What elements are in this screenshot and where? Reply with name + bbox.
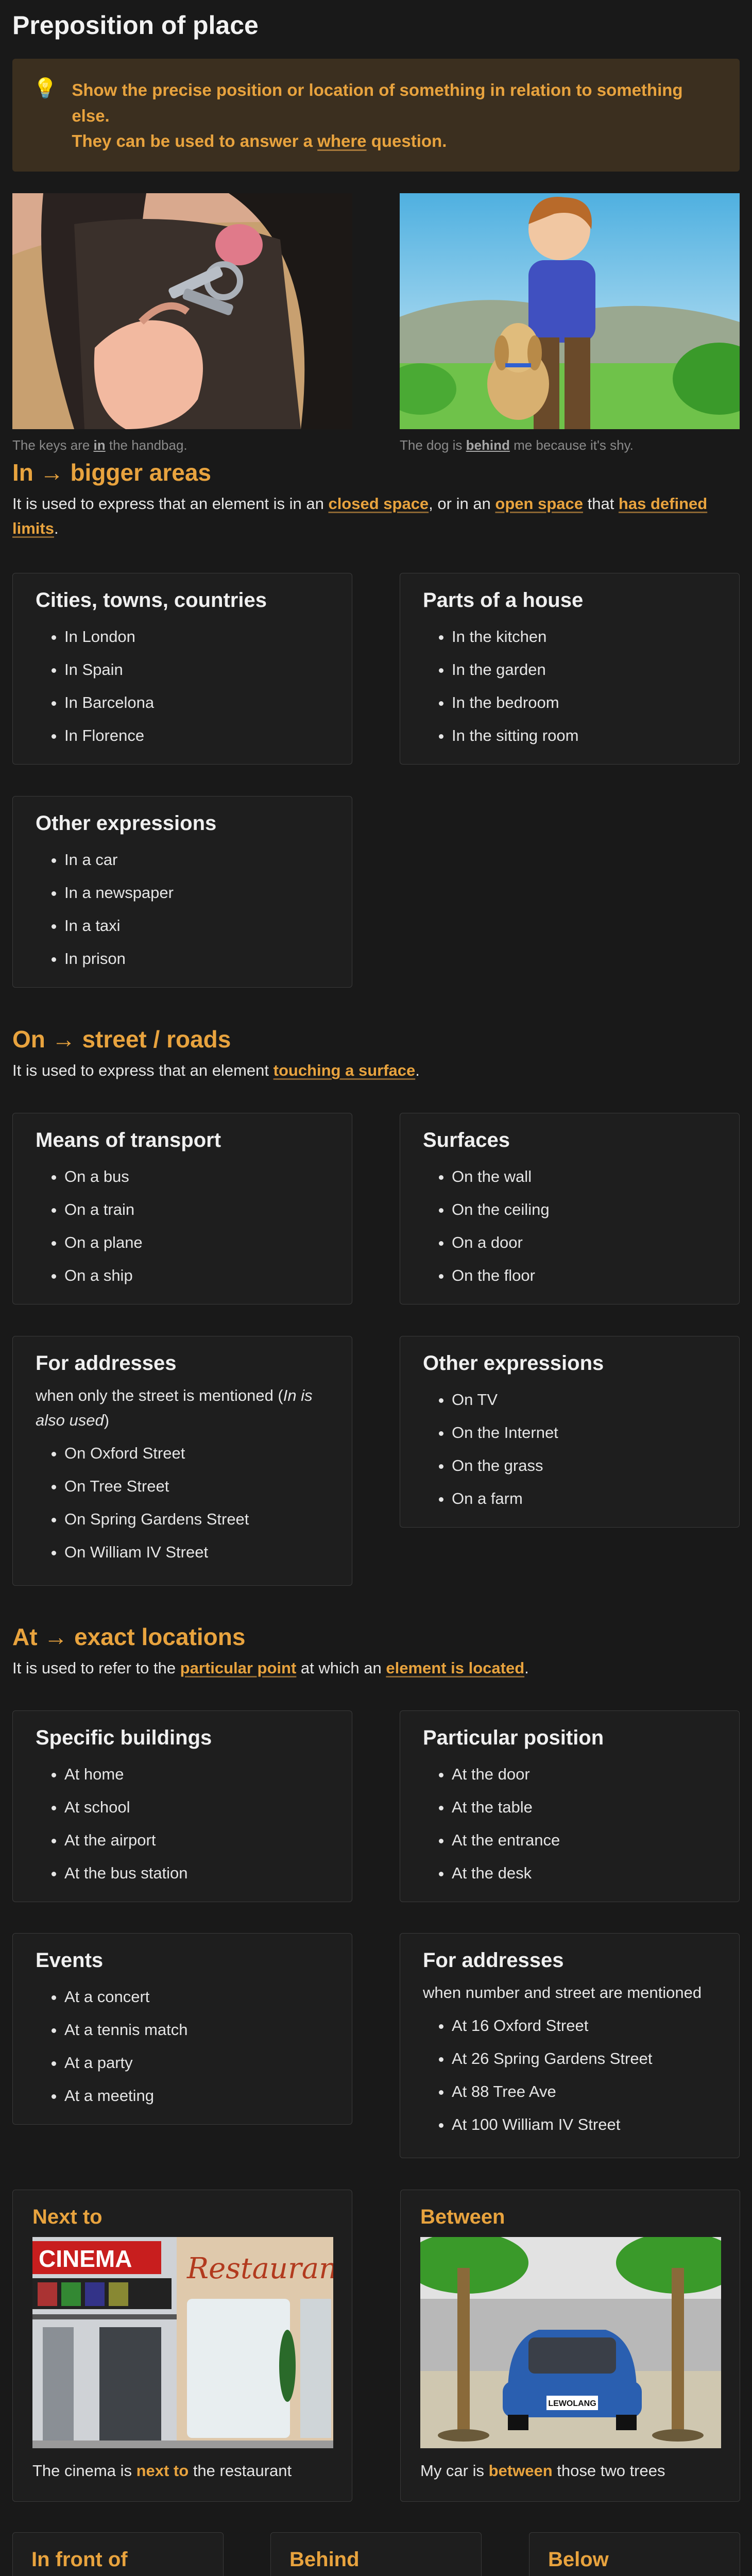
callout-text-2: They can be used to answer a [72, 131, 318, 150]
keys-caption-post: the handbag. [105, 437, 187, 453]
list-item: • At the airport [64, 1824, 329, 1857]
on-desc-1: It is used to express that an element [12, 1061, 274, 1079]
list-item: • In Spain [64, 653, 329, 686]
lightbulb-icon: 💡 [33, 78, 58, 99]
picture-card-title: Below [548, 2548, 609, 2571]
list-item: • On a train [64, 1193, 329, 1226]
at-desc-2: at which an [296, 1659, 386, 1677]
picture-card-between [400, 2190, 740, 2502]
list-item: • In the garden [452, 653, 716, 686]
picture-card-title: Next to [32, 2206, 102, 2228]
on-description [12, 1058, 740, 1083]
card-in-other-expressions [12, 796, 352, 988]
card-list [36, 1160, 329, 1292]
in-desc-1: It is used to express that an element is in an [12, 495, 329, 513]
card-list [36, 1980, 329, 2112]
list-item: • In the kitchen [452, 620, 716, 653]
list-item: • At a concert [64, 1980, 329, 2013]
in-section [12, 459, 740, 541]
list-item: • On the wall [452, 1160, 716, 1193]
dog-behind-boy-illustration [400, 193, 740, 429]
card-events [12, 1933, 352, 2125]
on-cards-row-2 [12, 1336, 740, 1586]
dog-caption-prep: behind [466, 437, 510, 453]
at-desc-1: It is used to refer to the [12, 1659, 180, 1677]
list-item: • In the bedroom [452, 686, 716, 719]
callout-text-3: question. [366, 131, 447, 150]
caption-post: those two trees [552, 2462, 665, 2480]
picture-card-below [529, 2532, 740, 2576]
list-item: • In prison [64, 942, 329, 975]
card-subtext-1: when only the street is mentioned ( [36, 1386, 283, 1404]
in-description [12, 492, 740, 541]
caption-prep: next to [136, 2462, 189, 2480]
in-cards-row-1 [12, 573, 740, 765]
card-means-of-transport [12, 1113, 352, 1304]
picture-card-next-to [12, 2190, 352, 2502]
card-on-other-expressions [400, 1336, 740, 1528]
at-description [12, 1656, 740, 1681]
card-title: Other expressions [423, 1352, 604, 1375]
card-subtext: when number and street are mentioned [423, 1984, 702, 2002]
keys-caption-pre: The keys are [12, 437, 94, 453]
on-heading: On → street / roads [12, 1026, 231, 1053]
list-item: • In a car [64, 843, 329, 876]
card-title: Particular position [423, 1726, 604, 1749]
callout-where: where [317, 131, 367, 150]
list-item: • On the grass [452, 1449, 716, 1482]
list-item: • On the floor [452, 1259, 716, 1292]
card-list [36, 843, 329, 975]
info-callout [12, 59, 740, 172]
picture-card-title: Between [420, 2206, 505, 2228]
list-item: • At 26 Spring Gardens Street [452, 2042, 716, 2075]
card-surfaces [400, 1113, 740, 1304]
card-list [423, 1758, 716, 1890]
example-images [12, 193, 740, 453]
card-title: Specific buildings [36, 1726, 212, 1749]
in-desc-2: , or in an [429, 495, 495, 513]
card-list [423, 1383, 716, 1515]
keys-in-handbag-illustration [12, 193, 352, 429]
in-desc-3: that [583, 495, 619, 513]
list-item: • At the entrance [452, 1824, 716, 1857]
at-cards-row-2 [12, 1933, 740, 2158]
in-desc-4: . [54, 519, 59, 538]
list-item: • On a door [452, 1226, 716, 1259]
car-between-trees-illustration [420, 2237, 721, 2448]
list-item: • At 16 Oxford Street [452, 2009, 716, 2042]
card-particular-position [400, 1710, 740, 1902]
picture-card-in-front-of [12, 2532, 224, 2576]
list-item: • In a taxi [64, 909, 329, 942]
list-item: • In Barcelona [64, 686, 329, 719]
list-item: • On TV [452, 1383, 716, 1416]
picture-card-title: Behind [289, 2548, 360, 2571]
card-title: Events [36, 1949, 104, 1972]
keys-caption-prep: in [93, 437, 106, 453]
on-hl-touching-surface: touching a surface [273, 1061, 416, 1079]
dog-caption [400, 437, 740, 453]
list-item: • At the door [452, 1758, 716, 1791]
list-item: • In a newspaper [64, 876, 329, 909]
restaurant-sign-text: Restaurant [187, 2252, 333, 2285]
list-item: • At a party [64, 2046, 329, 2079]
card-list [423, 1160, 716, 1292]
list-item: • On William IV Street [64, 1536, 329, 1569]
card-list [423, 2009, 716, 2141]
license-plate-text: LEWOLANG [548, 2399, 596, 2408]
dog-caption-post: me because it's shy. [509, 437, 634, 453]
list-item: • In the sitting room [452, 719, 716, 752]
list-item: • On Oxford Street [64, 1437, 329, 1470]
card-cities [12, 573, 352, 765]
example-keys [12, 193, 352, 453]
list-item: • On Tree Street [64, 1470, 329, 1503]
card-list [36, 1758, 329, 1890]
card-title: Parts of a house [423, 589, 584, 612]
keys-caption [12, 437, 352, 453]
in-hl-closed-space: closed space [328, 495, 429, 513]
cinema-sign-text: CINEMA [39, 2245, 132, 2272]
at-heading: At → exact locations [12, 1623, 246, 1650]
card-title: For addresses [423, 1949, 564, 1972]
list-item: • At 100 William IV Street [452, 2108, 716, 2141]
list-item: • At the desk [452, 1857, 716, 1890]
in-hl-defined-limits: has defined limits [12, 495, 708, 538]
list-item: • On a bus [64, 1160, 329, 1193]
on-desc-2: . [415, 1061, 420, 1079]
list-item: • At a meeting [64, 2079, 329, 2112]
picture-caption [420, 2458, 720, 2484]
on-cards-row-1 [12, 1113, 740, 1304]
list-item: • On the Internet [452, 1416, 716, 1449]
in-cards-row-2 [12, 796, 352, 988]
list-item: • On Spring Gardens Street [64, 1503, 329, 1536]
card-parts-of-house [400, 573, 740, 765]
callout-text [72, 77, 719, 154]
dog-caption-pre: The dog is [400, 437, 466, 453]
caption-pre: My car is [420, 2462, 489, 2480]
list-item: • On a farm [452, 1482, 716, 1515]
at-hl-particular-point: particular point [180, 1659, 297, 1677]
list-item: • At home [64, 1758, 329, 1791]
list-item: • At the bus station [64, 1857, 329, 1890]
on-section [12, 1025, 740, 1083]
list-item: • On a plane [64, 1226, 329, 1259]
card-title: Cities, towns, countries [36, 589, 267, 612]
picture-card-title: In front of [31, 2548, 128, 2571]
caption-post: the restaurant [189, 2462, 292, 2480]
cinema-restaurant-illustration [32, 2237, 333, 2448]
list-item: • In Florence [64, 719, 329, 752]
list-item: • In London [64, 620, 329, 653]
page-title: Preposition of place [12, 11, 259, 40]
at-section [12, 1623, 740, 1681]
list-item: • At school [64, 1791, 329, 1824]
picture-caption [32, 2458, 332, 2484]
caption-pre: The cinema is [32, 2462, 136, 2480]
card-title: Surfaces [423, 1129, 510, 1151]
card-list [36, 1437, 329, 1569]
in-hl-open-space: open space [495, 495, 583, 513]
card-subtext [36, 1383, 329, 1433]
callout-text-1: Show the precise position or location of something in relation to something else. [72, 80, 683, 125]
card-on-addresses [12, 1336, 352, 1586]
list-item: • At the table [452, 1791, 716, 1824]
card-at-addresses [400, 1933, 740, 2158]
card-list [36, 620, 329, 752]
list-item: • On the ceiling [452, 1193, 716, 1226]
list-item: • At 88 Tree Ave [452, 2075, 716, 2108]
at-desc-3: . [524, 1659, 529, 1677]
card-specific-buildings [12, 1710, 352, 1902]
card-list [423, 620, 716, 752]
card-title: Other expressions [36, 812, 217, 835]
card-subtext-2: ) [104, 1411, 110, 1430]
card-subtext-italic: In is also used [36, 1386, 313, 1430]
at-hl-element-located: element is located [386, 1659, 525, 1677]
card-title: Means of transport [36, 1129, 221, 1151]
at-cards-row-1 [12, 1710, 740, 1902]
caption-prep: between [488, 2462, 553, 2480]
card-title: For addresses [36, 1352, 177, 1375]
in-heading: In → bigger areas [12, 459, 212, 486]
list-item: • On a ship [64, 1259, 329, 1292]
picture-card-behind [270, 2532, 482, 2576]
example-dog [400, 193, 740, 453]
list-item: • At a tennis match [64, 2013, 329, 2046]
